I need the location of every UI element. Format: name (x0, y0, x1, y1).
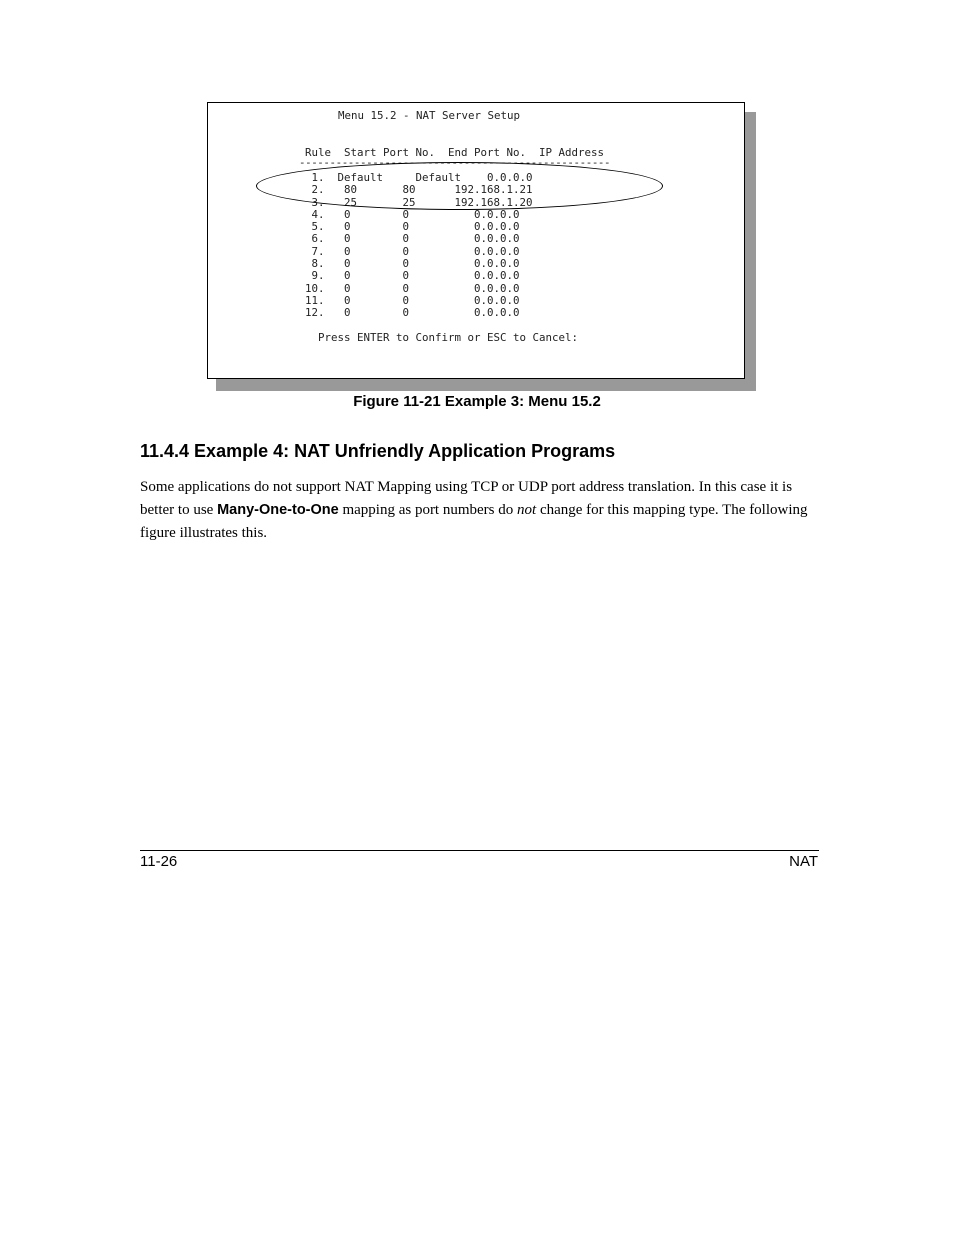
table-row: 1. Default Default 0.0.0.0 (305, 171, 533, 184)
table-row: 7. 0 0 0.0.0.0 (305, 244, 520, 258)
body-paragraph (140, 476, 820, 545)
menu-title: Menu 15.2 - NAT Server Setup (338, 109, 521, 122)
confirm-prompt: Press ENTER to Confirm or ESC to Cancel: (318, 331, 579, 344)
figure-caption: Figure 11-21 Example 3: Menu 15.2 (353, 393, 601, 410)
table-row: 6. 0 0 0.0.0.0 (305, 232, 520, 246)
page-number: 11-26 (140, 853, 178, 870)
table-header: Rule Start Port No. End Port No. IP Address (305, 146, 605, 159)
paragraph-text: mapping as port numbers do (338, 502, 518, 518)
table-row: 2. 80 80 192.168.1.21 (305, 183, 533, 197)
table-row: 8. 0 0 0.0.0.0 (305, 257, 520, 271)
table-divider: --------------------------------------------------- (299, 156, 611, 169)
table-row: 5. 0 0 0.0.0.0 (305, 220, 520, 234)
table-row: 3. 25 25 192.168.1.20 (305, 195, 533, 209)
highlight-ellipse (256, 162, 663, 210)
table-row: 10. 0 0 0.0.0.0 (305, 281, 520, 295)
footer-divider (140, 850, 819, 851)
paragraph-text: change for this mapping type. The following figure illustrates this. (140, 502, 808, 541)
section-heading: 11.4.4 Example 4: NAT Unfriendly Application Programs (140, 441, 616, 461)
bold-term: Many-One-to-One (217, 502, 339, 518)
terminal-screenshot (207, 102, 745, 379)
table-row: 4. 0 0 0.0.0.0 (305, 207, 520, 221)
emphasis-word: not (517, 502, 537, 518)
table-row: 11. 0 0 0.0.0.0 (305, 293, 520, 307)
chapter-name: NAT (789, 853, 818, 870)
table-row: 9. 0 0 0.0.0.0 (305, 269, 520, 283)
paragraph-text: Some applications do not support NAT Mapping using TCP or UDP port address translation. In this case it is better to use (140, 479, 793, 518)
table-row: 12. 0 0 0.0.0.0 (305, 306, 520, 320)
